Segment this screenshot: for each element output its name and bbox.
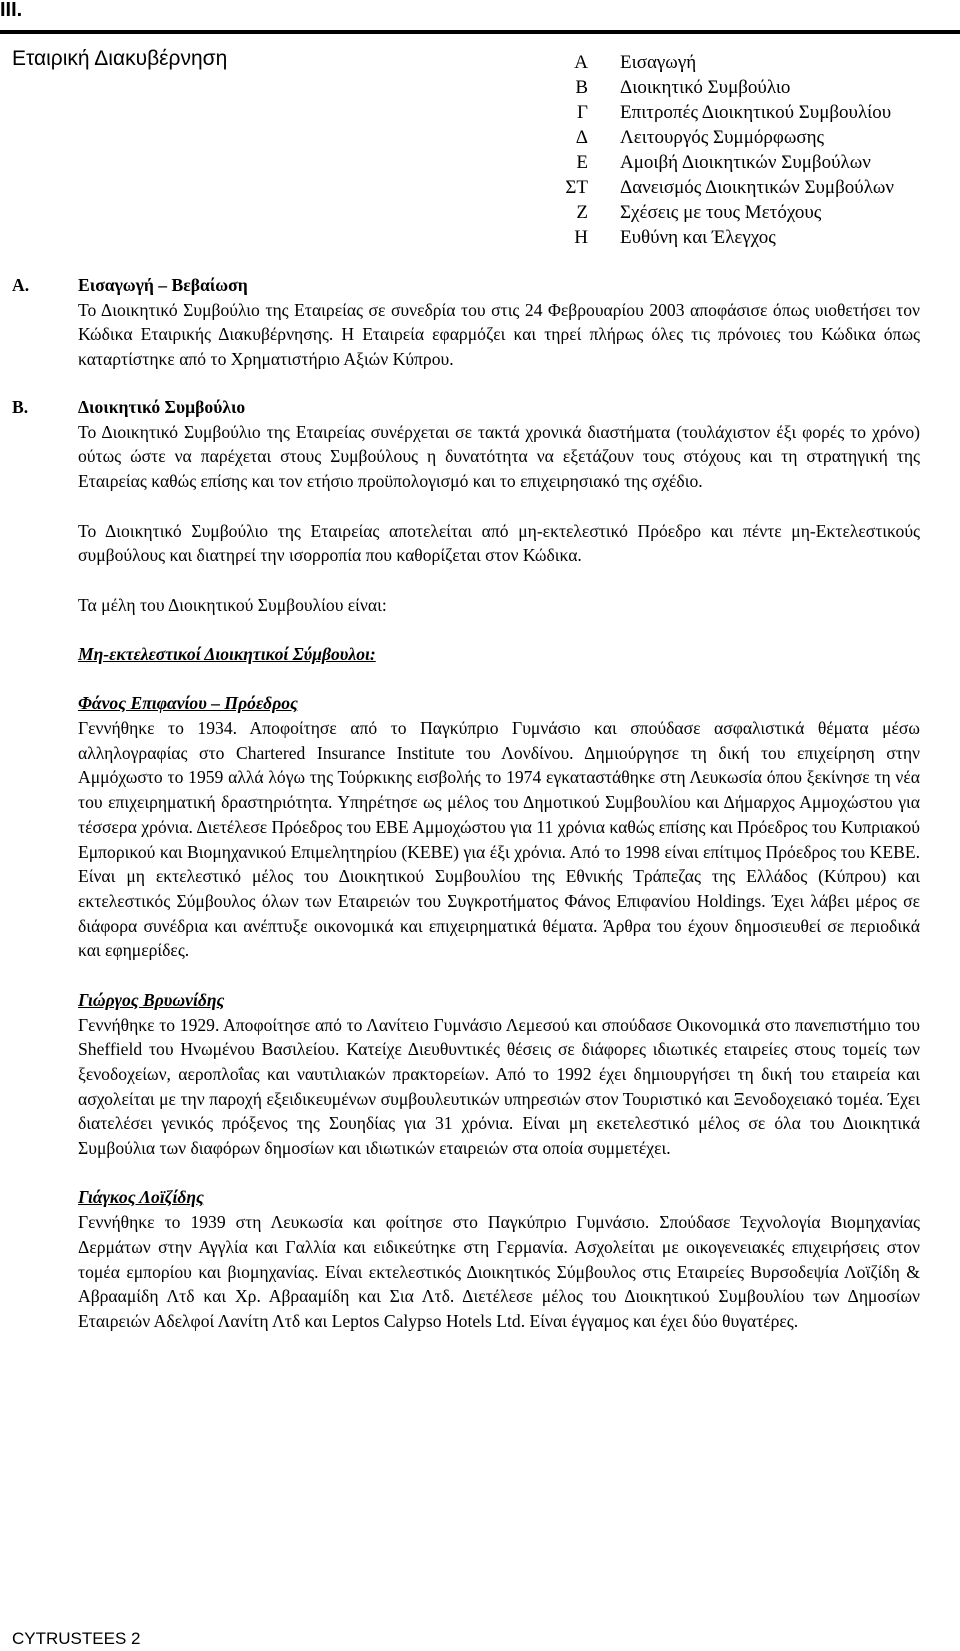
- toc-label: Σχέσεις με τους Μετόχους: [620, 202, 822, 223]
- toc-letter: Γ: [577, 102, 588, 123]
- section-b: [78, 395, 920, 1334]
- toc-label: Επιτροπές Διοικητικού Συμβουλίου: [620, 102, 892, 123]
- toc-item: [0, 225, 960, 250]
- member-name: Γιάγκος Λοϊζίδης: [78, 1187, 204, 1208]
- toc-label: Ευθύνη και Έλεγχος: [620, 227, 776, 248]
- top-rule: [0, 30, 960, 34]
- member-bio: Γεννήθηκε το 1929. Αποφοίτησε από το Λανίτειο Γυμνάσιο Λεμεσού και σπούδασε Οικονομικά στο πανεπιστήμιο του Sheffield του Ηνωμένου Βασιλείου. Κατείχε Διευθυντικές θέσεις σε διάφορες ιδιωτικές εταιρείες στους τομείς των ξενοδοχείων, αεροπλοΐας και ναυτιλιακών πρακτορείων. Από το 1992 έχει δημιουργήσει τη δική του εταιρεία και ασχολείται με την παροχή εξειδικευμένων συμβουλευτικών υπηρεσιών στον Τουριστικό και Ξενοδοχειακό τομέα. Έχει διατελέσει γενικός πρόξενος της Σουηδίας για 31 χρόνια. Είναι μη εκετελεστικό μέλος σε όλα του Διοικητικά Συμβούλια των διαφόρων δημοσίων και ιδιωτικών εταιρειών στα οποία συμμετέχει.: [78, 1014, 920, 1159]
- toc-letter: Ε: [576, 152, 588, 173]
- toc-label: Διοικητικό Συμβούλιο: [620, 77, 791, 98]
- toc-item: [0, 175, 960, 200]
- member-bio: Γεννήθηκε το 1934. Αποφοίτησε από το Παγκύπριο Γυμνάσιο και σπούδασε ασφαλιστικά θέματα μέσω αλληλογραφίας στο Chartered Insurance Institute του Λονδίνου. Δημιούργησε τη δική του επιχείρηση στην Αμμόχωστο το 1959 αλλά λόγω της Τούρκικης εισβολής το 1974 εγκαταστάθηκε στη Λευκωσία όπου ξεκίνησε τη νέα του επιχειρηματική δραστηριότητα. Υπηρέτησε ως μέλος του Δημοτικού Συμβουλίου και Δήμαρχος Αμμοχώστου για τέσσερα χρόνια. Διετέλεσε Πρόεδρος του ΕΒΕ Αμμοχώστου για 11 χρόνια καθώς επίσης και Πρόεδρος του Κυπριακού Εμπορικού και Βιομηχανικού Επιμελητηρίου (ΚΕΒΕ) για έξι χρόνια. Από το 1998 είναι επίτιμος Πρόεδρος του ΚΕΒΕ. Είναι μη εκτελεστικό μέλος του Διοικητικού Συμβουλίου της Εθνικής Τράπεζας της Ελλάδος (Κύπρου) και εκτελεστικός Σύμβουλος όλων των Εταιρειών του Συγκροτήματος Φάνος Επιφανίου Holdings. Έχει λάβει μέρος σε διάφορα συνέδρια και ανέπτυξε οικονομικά και επιχειρηματικά θέματα. Άρθρα του έχουν δημοσιευθεί σε περιοδικά και εφημερίδες.: [78, 718, 920, 961]
- section-b-letter: Β.: [12, 397, 29, 417]
- page-title: Εταιρική Διακυβέρνηση: [12, 47, 228, 70]
- section-b-paragraph: Το Διοικητικό Συμβούλιο της Εταιρείας συνέρχεται σε τακτά χρονικά διαστήματα (τουλάχιστον έξι φορές το χρόνο) ούτως ώστε να παρέχεται στους Συμβούλους η δυνατότητα να εξετάζουν τους στόχους και τη στρατηγική της Εταιρείας καθώς επίσης και τον ετήσιο προϋπολογισμό και το επιχειρησιακό της σχέδιο.: [78, 421, 920, 492]
- toc-item: [0, 75, 960, 100]
- board-subheading: Μη-εκτελεστικοί Διοικητικοί Σύμβουλοι:: [78, 643, 376, 664]
- toc-label: Αμοιβή Διοικητικών Συμβούλων: [620, 152, 871, 173]
- section-b-paragraph: Το Διοικητικό Συμβούλιο της Εταιρείας αποτελείται από μη-εκτελεστικό Πρόεδρο και πέντε μη-Εκτελεστικούς συμβούλους και διατηρεί την ισορροπία που καθορίζεται στον Κώδικα.: [78, 520, 920, 566]
- footer-text: CYTRUSTEES 2: [12, 1629, 141, 1648]
- table-of-contents: [0, 50, 960, 250]
- toc-item: [0, 150, 960, 175]
- toc-item: [0, 125, 960, 150]
- toc-item: [0, 200, 960, 225]
- toc-letter: Η: [574, 227, 588, 248]
- member-bio: Γεννήθηκε το 1939 στη Λευκωσία και φοίτησε στο Παγκύπριο Γυμνάσιο. Σπούδασε Τεχνολογία Βιομηχανίας Δερμάτων στην Αγγλία και Γαλλία και ειδικεύτηκε στη Γερμανία. Ασχολείται με οικογενειακές επιχειρήσεις στον τομέα εμπορίου και βιομηχανίας. Είναι εκτελεστικός Διοικητικός Σύμβουλος στις Εταιρείες Βυρσοδεψία Λοϊζίδη & Αβρααμίδη Λτδ και Χρ. Αβρααμίδη και Σια Λτδ. Διετέλεσε μέλος του Διοικητικού Συμβουλίου των Δημοσίων Εταιρειών Αδελφοί Λανίτη Λτδ και Leptos Calypso Hotels Ltd. Είναι έγγαμος και έχει δύο θυγατέρες.: [78, 1212, 920, 1331]
- toc-letter: Β: [575, 77, 588, 98]
- section-a-heading: Εισαγωγή – Βεβαίωση: [78, 275, 248, 295]
- toc-label: Λειτουργός Συμμόρφωσης: [620, 127, 825, 148]
- toc-letter: Ζ: [576, 202, 588, 223]
- section-a-letter: Α.: [12, 275, 30, 295]
- section-b-heading: Διοικητικό Συμβούλιο: [78, 397, 246, 417]
- section-a-text: Το Διοικητικό Συμβούλιο της Εταιρείας σε συνεδρία του στις 24 Φεβρουαρίου 2003 αποφάσισε όπως υιοθετήσει τον Κώδικα Εταιρικής Διακυβέρνησης. Η Εταιρεία εφαρμόζει και τηρεί πλήρως όλες τις πρόνοιες του Κώδικα όπως καταρτίστηκε από το Χρηματιστήριο Αξιών Κύπρου.: [78, 299, 920, 370]
- toc-letter: Α: [574, 52, 588, 73]
- section-number: III.: [0, 0, 23, 21]
- toc-label: Εισαγωγή: [620, 52, 697, 73]
- toc-item: [0, 100, 960, 125]
- member-name: Γιώργος Βρυωνίδης: [78, 989, 225, 1010]
- section-a: [78, 273, 920, 372]
- section-b-paragraph: Τα μέλη του Διοικητικού Συμβουλίου είναι:: [78, 594, 387, 615]
- member-name: Φάνος Επιφανίου – Πρόεδρος: [78, 693, 298, 714]
- toc-item: [0, 50, 960, 75]
- toc-letter: ΣΤ: [565, 177, 588, 198]
- toc-label: Δανεισμός Διοικητικών Συμβούλων: [620, 177, 894, 198]
- toc-letter: Δ: [575, 127, 588, 148]
